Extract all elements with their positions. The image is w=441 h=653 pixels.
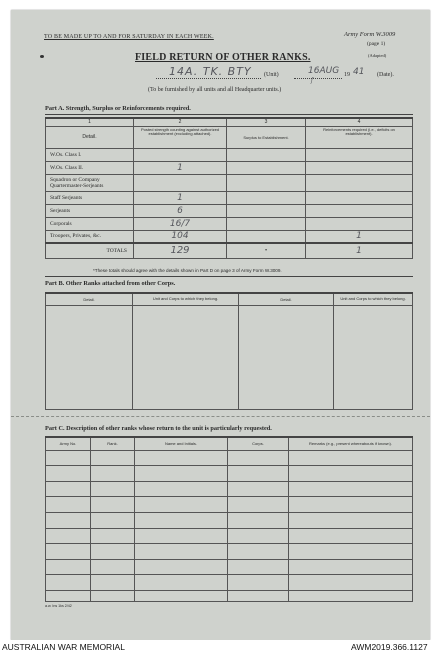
form-adapted: (Adapted)	[368, 53, 387, 58]
col-header-detail: Detail.	[239, 293, 334, 305]
surplus-cell	[227, 148, 306, 161]
strength-cell: 16/7	[134, 217, 227, 230]
strength-cell: 1	[134, 161, 227, 174]
strength-cell	[134, 174, 227, 191]
table-row	[46, 148, 413, 161]
top-note: TO BE MADE UP TO AND FOR SATURDAY IN EACH WEEK.	[44, 34, 214, 40]
table-row	[46, 590, 413, 601]
col-number: 3	[227, 118, 306, 126]
unit-handwritten: 14A. TK. BTY	[169, 65, 252, 78]
reinforcements-cell	[306, 161, 413, 174]
col-header-name: Name and Initials.	[135, 437, 228, 450]
table-row	[46, 230, 413, 243]
totals-label: TOTALS	[46, 243, 134, 258]
table-row	[46, 528, 413, 544]
col-number: 2	[134, 118, 227, 126]
reinforcements-cell: 1	[306, 230, 413, 243]
row-label: Squadron or Company Quartermaster-Serjeants	[46, 174, 134, 191]
table-row	[46, 174, 413, 191]
part-a-end-rule	[45, 276, 413, 277]
col-header-detail: Detail.	[46, 126, 134, 148]
furnished-note: (To be furnished by all units and all Headquarter units.)	[148, 87, 282, 93]
table-row	[46, 466, 413, 482]
table-row	[46, 191, 413, 204]
strength-cell: 6	[134, 204, 227, 217]
table-row	[46, 559, 413, 575]
table-row	[46, 497, 413, 513]
form-sheet	[11, 10, 430, 640]
part-b-header-row	[46, 293, 413, 305]
strength-cell: 1	[134, 191, 227, 204]
form-page: (page 1)	[367, 41, 386, 47]
col-header-detail: Detail.	[46, 293, 133, 305]
col-header-strength: Posted strength counting against authorized establishment (excluding attached).	[134, 126, 227, 148]
caption-right: AWM2019.366.1127	[351, 642, 428, 652]
part-b-table	[45, 292, 413, 410]
caption-left: AUSTRALIAN WAR MEMORIAL	[2, 642, 125, 652]
date-handwritten: 16AUG	[308, 66, 340, 76]
table-row	[46, 217, 413, 230]
col-header-unit-corps: Unit and Corps to which they belong.	[133, 293, 239, 305]
part-a-col-number-row	[46, 118, 413, 126]
table-row	[46, 204, 413, 217]
date-label: (Date).	[377, 72, 394, 78]
part-a-footnote: *These totals should agree with the details shown in Part D on page 3 of Army Form W.3009.	[93, 268, 282, 273]
table-row	[46, 161, 413, 174]
col-header-unit-corps: Unit and Corps to which they belong.	[334, 293, 413, 305]
table-row	[46, 481, 413, 497]
col-header-surplus: Surplus to Establishment.	[227, 126, 306, 148]
part-a-header-row	[46, 126, 413, 148]
form-title: FIELD RETURN OF OTHER RANKS.	[135, 52, 311, 63]
surplus-cell	[227, 191, 306, 204]
date-dotted-line	[294, 78, 342, 79]
strength-cell: 104	[134, 230, 227, 243]
part-c-header-row	[46, 437, 413, 450]
unit-label: (Unit)	[264, 72, 279, 78]
part-c-heading: Part C. Description of other ranks whose return to the unit is particularly requested.	[45, 425, 272, 432]
part-b-heading: Part B. Other Ranks attached from other Corps.	[45, 280, 176, 287]
bullet-mark	[40, 55, 44, 58]
fold-line	[11, 416, 430, 417]
totals-reinforcements: 1	[306, 243, 413, 258]
col-number: 1	[46, 118, 134, 126]
surplus-cell	[227, 230, 306, 243]
year-handwritten: 41	[353, 67, 365, 77]
row-label: W.Os. Class I.	[46, 148, 134, 161]
col-header-remarks: Remarks (e.g., present whereabouts if known).	[289, 437, 413, 450]
reinforcements-cell	[306, 148, 413, 161]
col-header-reinforcements: Reinforcements required (i.e., deficits on establishment).	[306, 126, 413, 148]
table-row	[46, 513, 413, 529]
row-label: Corporals	[46, 217, 134, 230]
row-label: W.Os. Class II.	[46, 161, 134, 174]
form-number: Army Form W.3009	[344, 31, 396, 38]
table-row	[46, 544, 413, 560]
strength-cell	[134, 148, 227, 161]
date-tick: ʃ	[311, 77, 314, 84]
table-row	[46, 575, 413, 591]
part-c-table	[45, 436, 413, 602]
col-header-rank: Rank.	[91, 437, 135, 450]
part-a-heading: Part A. Strength, Surplus or Reinforcements required.	[45, 105, 191, 112]
row-label: Staff Serjeants	[46, 191, 134, 204]
col-header-corps: Corps.	[228, 437, 289, 450]
reinforcements-cell	[306, 191, 413, 204]
footer-print-code: a.w. Ins 1ks 2/42	[45, 604, 72, 608]
table-row	[46, 305, 413, 410]
surplus-cell	[227, 204, 306, 217]
reinforcements-cell	[306, 204, 413, 217]
surplus-cell	[227, 174, 306, 191]
surplus-cell	[227, 161, 306, 174]
archive-caption	[0, 640, 441, 653]
totals-surplus: •	[227, 243, 306, 258]
col-number: 4	[306, 118, 413, 126]
table-row	[46, 450, 413, 466]
row-label: Serjeants	[46, 204, 134, 217]
reinforcements-cell	[306, 174, 413, 191]
date-prefix: 19	[344, 72, 350, 78]
totals-strength: 129	[134, 243, 227, 258]
totals-row	[46, 243, 413, 258]
surplus-cell	[227, 217, 306, 230]
col-header-army-no: Army No.	[46, 437, 91, 450]
part-a-rule	[45, 114, 413, 115]
row-label: Troopers, Privates, &c.	[46, 230, 134, 243]
unit-dotted-line	[156, 78, 261, 79]
part-a-table	[45, 117, 413, 259]
reinforcements-cell	[306, 217, 413, 230]
